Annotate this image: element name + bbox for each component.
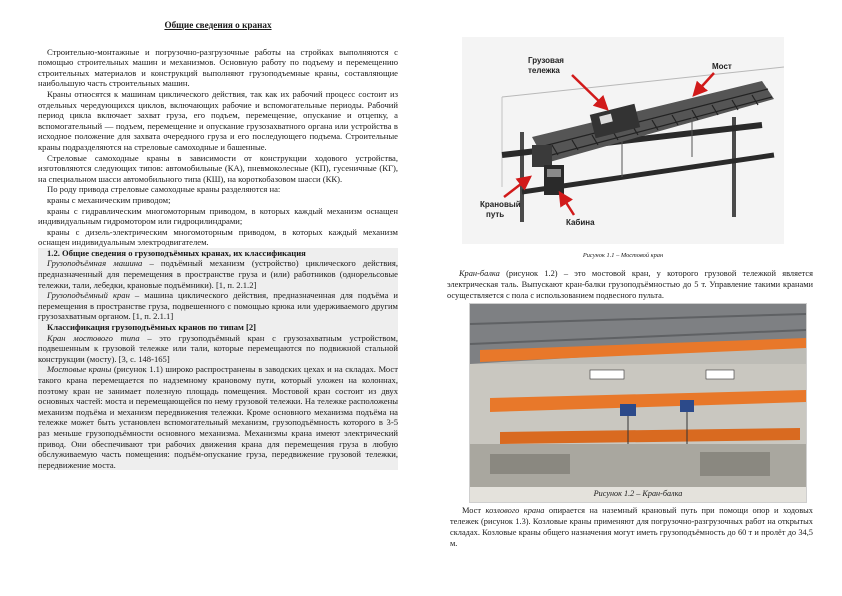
paragraph-text: Мост xyxy=(462,506,486,515)
label-bridge: Мост xyxy=(712,62,732,71)
list-item: краны с механическим приводом; xyxy=(47,194,171,205)
section-heading: Классификация грузоподъёмных кранов по типам [2] xyxy=(38,322,398,333)
paragraph: Стреловые самоходные краны в зависимости от конструкции ходового устройства, изготовляются следующих типов: автомобильные (КА), пневмоколесные (КП), гусеничные (КГ), на специальном шасси автомобильного типа (КШ), на короткобазовом шасси (КК). xyxy=(38,152,398,184)
bridge-crane-illustration xyxy=(462,37,784,244)
figure-caption: Рисунок 1.2 – Кран-балка xyxy=(469,487,807,503)
paragraph-text: (рисунок 1.1) широко распространены в заводских цехах и на складах. Мост такого крана перемещается по надземному крановому пути, который уложен на колоннах, поэтому кран не занимает полезную площадь помещения. Мостовой кран состоит из двух основных частей: моста и перемещающейся по нему грузовой тележки. На тележке расположены механизм подъёма и механизм передвижения тележки. Кроме основного механизма подъёма на тележке может быть установлен вспомогательный механизм, грузоподъёмность которого в 3-5 раз меньше грузоподъёмности основного механизма. Механизмы крана имеют электрический привод. Они обеспечивают три рабочих движения крана для перемещения груза в любую обслуживаемую часть помещения: подъём-опускание груза, передвижение грузовой тележки, передвижение моста. xyxy=(38,364,398,470)
paragraph-text: опирается на наземный крановый путь при помощи опор и ходовых тележек (рисунок 1.3). Козловые краны применяют для погрузочно-разгрузочных работ на открытых складах. Козловые краны общего назначения могут иметь грузоподъёмность до 60 т и пролёт до 34,5 м. xyxy=(450,506,813,548)
paragraph-text: (рисунок 1.2) – это мостовой кран, у которого грузовой тележкой является электрическая таль. Выпускают кран-балки грузоподъёмностью до 5 т. Управление такими кранами осуществляется с пола с использованием подвесного пульта. xyxy=(447,269,813,300)
section-heading: 1.2. Общие сведения о грузоподъёмных кранах, их классификация xyxy=(38,248,398,259)
definition-term: Кран-балка xyxy=(459,269,500,278)
paragraph: Строительно-монтажные и погрузочно-разгрузочные работы на стройках выполняются с помощью строительных машин и механизмов. Основную работу по подъему и перемещению строительных материалов и конструкций выполняют грузоподъемные краны, составляющие наибольшую часть строительных машин. xyxy=(38,46,398,89)
paragraph: Краны относятся к машинам циклического действия, так как их рабочий процесс состоит из отдельных чередующихся циклов, включающих рабочие и вспомогательные периоды. Рабочий период цикла включает захват груза, его подъем, перемещение, опускание и отцепку, а вспомогательный — подъем, перемещение и опускание грузозахватного органа или устройства в исходное положение для захвата очередного груза и его последующего подъема. Строительные краны подразделяются на стреловые самоходные и башенные. xyxy=(38,88,398,152)
paragraph xyxy=(450,505,813,549)
label-trolley: тележка xyxy=(528,66,560,75)
definition-text: – машина циклического действия, предназначенная для подъёма и перемещения в пространстве груза, подвешенного с помощью крюка или удерживаемого другим грузозахватным органом. [1, п. 2.1.1] xyxy=(38,290,399,322)
bridge-crane-figure xyxy=(462,37,784,244)
paragraph: По роду привода стреловые самоходные краны разделяются на: xyxy=(47,184,281,195)
list-item: краны с гидравлическим многомоторным приводом, в которых каждый механизм оснащен индивидуальным гидромотором или гидроцилиндрами; xyxy=(38,205,398,227)
paragraph xyxy=(38,364,398,470)
beam-crane-illustration xyxy=(470,304,806,487)
definition-term: Кран мостового типа xyxy=(47,332,140,343)
definition-text: – подъёмный механизм (устройство) циклического действия, предназначенный для перемещения в пространстве груза и (или) работников (однорельсовые тележки, тали, лебедки, крановые подъёмники). [1, п. 2.1.2] xyxy=(38,258,399,290)
left-column xyxy=(38,20,398,470)
label-crane-track: путь xyxy=(486,210,505,219)
list-item: краны с дизель-электрическим многомоторным приводом, в которых каждый механизм оснащен индивидуальным электродвигателем. xyxy=(38,226,398,248)
beam-crane-figure xyxy=(469,303,807,488)
definition xyxy=(38,290,398,322)
definition xyxy=(38,258,398,290)
definition-term: Грузоподъёмный кран xyxy=(47,290,130,301)
label-trolley: Грузовая xyxy=(528,56,564,65)
definition-term: козлового крана xyxy=(485,506,545,515)
definition-term: Грузоподъёмная машина xyxy=(47,258,143,269)
definition xyxy=(38,333,398,365)
definition-text: – это грузоподъёмный кран с грузозахватным устройством, подвешенным к грузовой тележке или тали, которые перемещаются по подвижной стальной конструкции (мосту). [3, с. 148-165] xyxy=(38,332,398,364)
page-title: Общие сведения о кранах xyxy=(164,20,272,30)
label-cabin: Кабина xyxy=(566,218,595,227)
figure-caption: Рисунок 1.1 – Мостовой кран xyxy=(582,252,664,259)
paragraph xyxy=(447,268,813,301)
definition-term: Мостовые краны xyxy=(47,364,112,375)
label-crane-track: Крановый xyxy=(480,200,521,209)
